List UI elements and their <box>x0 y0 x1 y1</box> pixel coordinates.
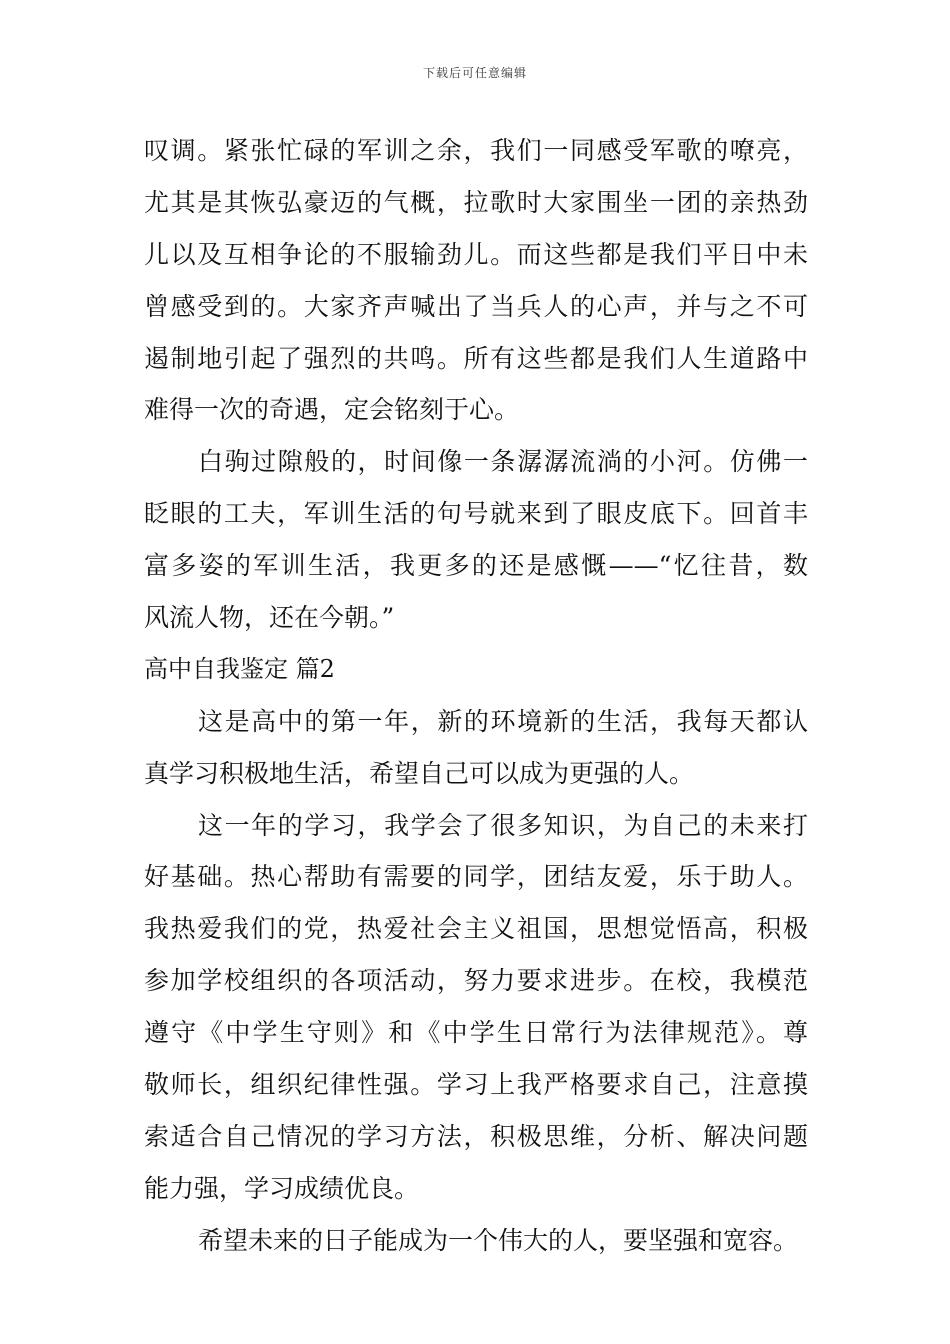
text-line: 尤其是其恢弘豪迈的气概，拉歌时大家围坐一团的亲热劲 <box>144 187 808 217</box>
text-line: 这是高中的第一年，新的环境新的生活，我每天都认 <box>198 706 808 736</box>
text-line: 真学习积极地生活，希望自己可以成为更强的人。 <box>144 758 695 788</box>
text-line: 我热爱我们的党，热爱社会主义祖国，思想觉悟高，积极 <box>144 914 808 944</box>
text-line: 参加学校组织的各项活动，努力要求进步。在校，我模范 <box>144 966 808 996</box>
text-line: 希望未来的日子能成为一个伟大的人，要坚强和宽容。 <box>198 1225 799 1255</box>
text-line: 儿以及互相争论的不服输劲儿。而这些都是我们平日中未 <box>144 239 808 269</box>
section-heading: 高中自我鉴定 篇2 <box>144 654 335 683</box>
text-line: 这一年的学习，我学会了很多知识，为自己的未来打 <box>198 810 808 840</box>
text-line: 白驹过隙般的，时间像一条潺潺流淌的小河。仿佛一 <box>198 447 808 477</box>
text-line: 遵守《中学生守则》和《中学生日常行为法律规范》。尊 <box>144 1018 808 1048</box>
text-line: 叹调。紧张忙碌的军训之余，我们一同感受军歌的嘹亮， <box>144 136 808 165</box>
document-body <box>144 125 808 1267</box>
text-line: 富多姿的军训生活，我更多的还是感慨——“忆往昔，数 <box>144 551 808 581</box>
text-line: 能力强，学习成绩优良。 <box>144 1173 420 1203</box>
page-header: 下载后可任意编辑 <box>422 66 527 80</box>
text-line: 难得一次的奇遇，定会铭刻于心。 <box>144 395 520 425</box>
text-line: 敬师长，组织纪律性强。学习上我严格要求自己，注意摸 <box>144 1070 808 1100</box>
text-line: 眨眼的工夫，军训生活的句号就来到了眼皮底下。回首丰 <box>144 499 808 529</box>
text-line: 风流人物，还在今朝。” <box>144 603 395 633</box>
text-line: 遏制地引起了强烈的共鸣。所有这些都是我们人生道路中 <box>144 343 808 373</box>
text-line: 曾感受到的。大家齐声喊出了当兵人的心声，并与之不可 <box>144 291 808 321</box>
text-line: 索适合自己情况的学习方法，积极思维，分析、解决问题 <box>144 1121 808 1151</box>
text-line: 好基础。热心帮助有需要的同学，团结友爱，乐于助人。 <box>144 862 808 892</box>
